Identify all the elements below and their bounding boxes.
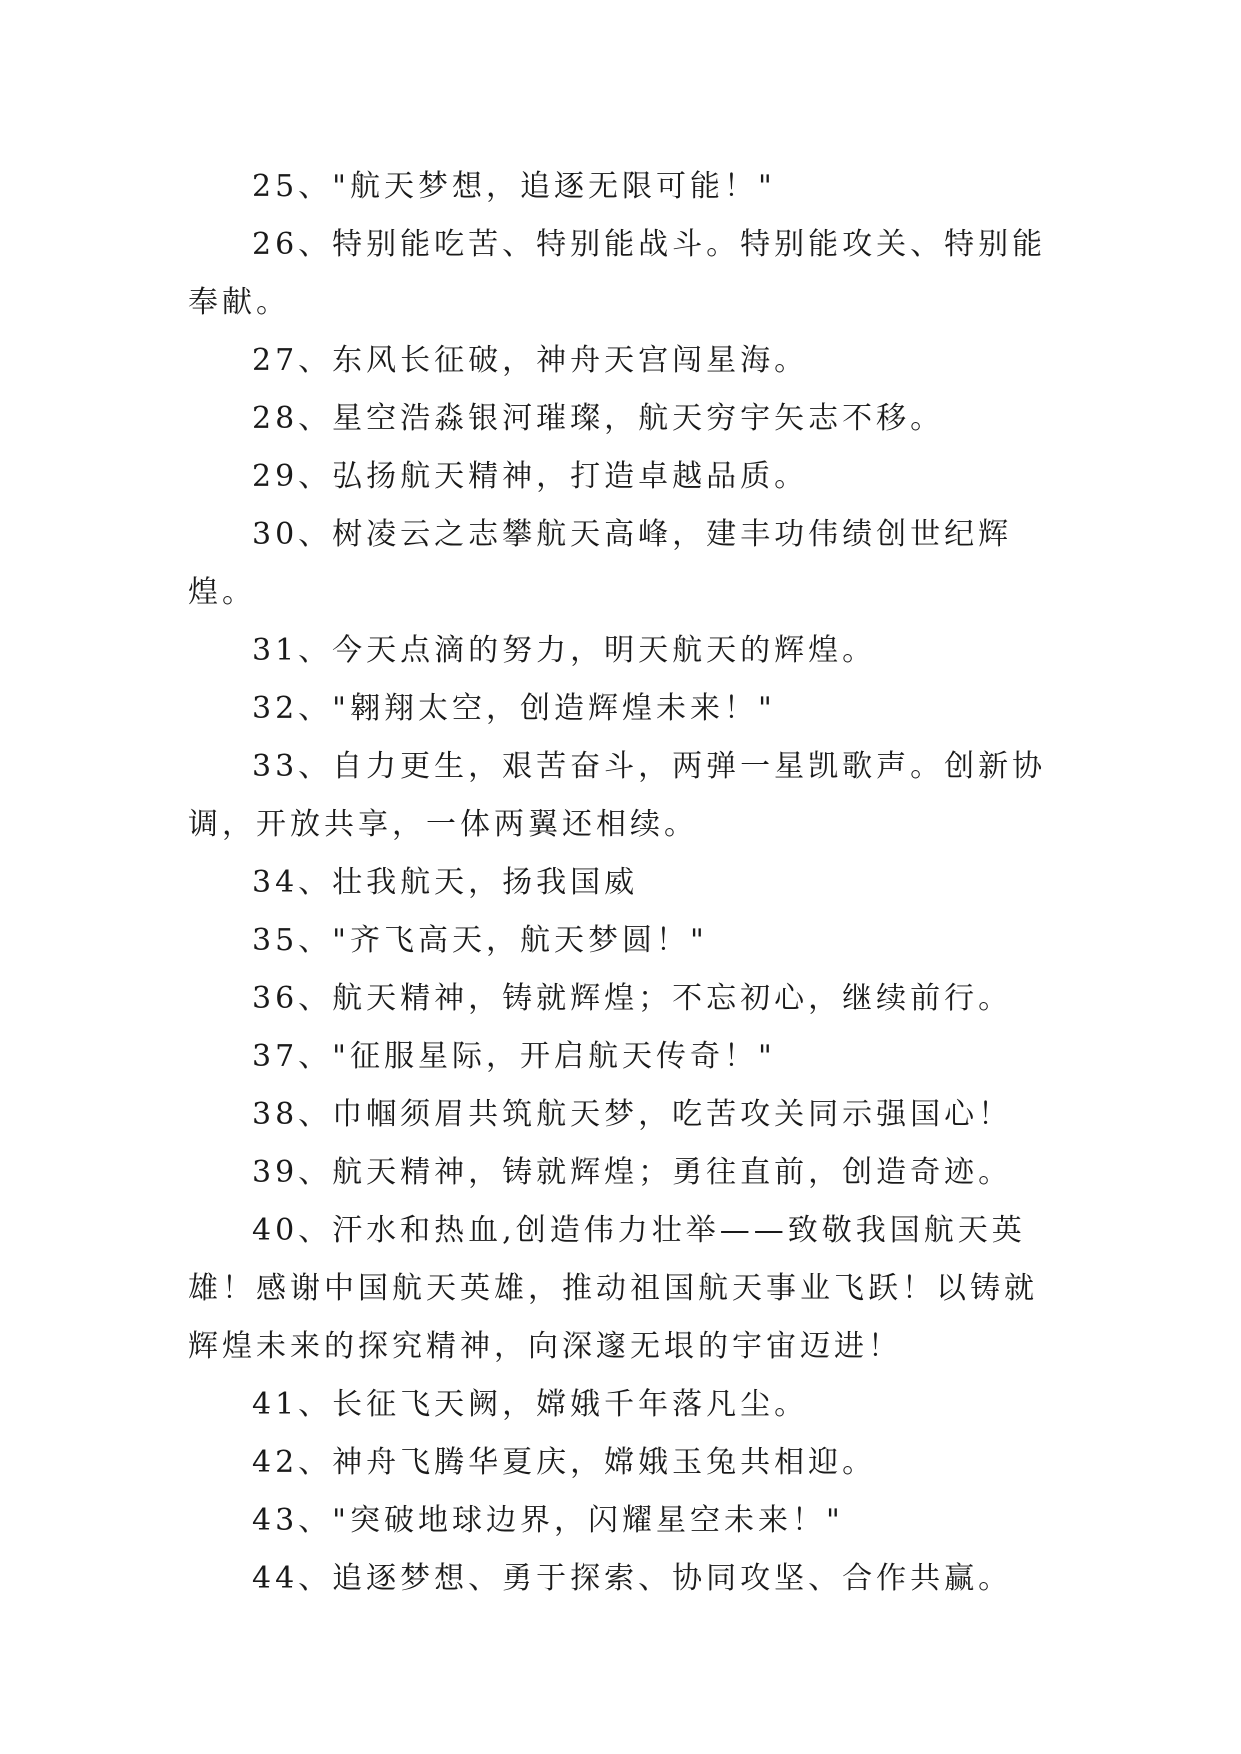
paragraph-25: 25、"航天梦想，追逐无限可能！" (252, 169, 776, 204)
paragraph-26: 26、特别能吃苦、特别能战斗。特别能攻关、特别能奉献。 (188, 227, 1047, 320)
paragraph-32: 32、"翱翔太空，创造辉煌未来！" (252, 691, 776, 726)
document-body (188, 158, 1068, 1608)
paragraph-40: 40、汗水和热血,创造伟力壮举——致敬我国航天英雄！感谢中国航天英雄，推动祖国航天事业飞跃！以铸就辉煌未来的探究精神，向深邃无垠的宇宙迈进！ (188, 1213, 1038, 1364)
paragraph-39: 39、航天精神，铸就辉煌；勇往直前，创造奇迹。 (252, 1155, 1013, 1190)
paragraph-36: 36、航天精神，铸就辉煌；不忘初心，继续前行。 (252, 981, 1013, 1016)
paragraph-44: 44、追逐梦想、勇于探索、协同攻坚、合作共赢。 (252, 1561, 1013, 1596)
paragraph-31: 31、今天点滴的努力，明天航天的辉煌。 (252, 633, 877, 668)
paragraph-30: 30、树凌云之志攀航天高峰，建丰功伟绩创世纪辉煌。 (188, 517, 1013, 610)
paragraph-29: 29、弘扬航天精神，打造卓越品质。 (252, 459, 809, 494)
paragraph-43: 43、"突破地球边界，闪耀星空未来！" (252, 1503, 844, 1538)
paragraph-41: 41、长征飞天阙，嫦娥千年落凡尘。 (252, 1387, 809, 1422)
paragraph-33: 33、自力更生，艰苦奋斗，两弹一星凯歌声。创新协调，开放共享，一体两翼还相续。 (188, 749, 1047, 842)
paragraph-42: 42、神舟飞腾华夏庆，嫦娥玉兔共相迎。 (252, 1445, 877, 1480)
paragraph-34: 34、壮我航天，扬我国威 (252, 865, 639, 900)
paragraph-35: 35、"齐飞高天，航天梦圆！" (252, 923, 708, 958)
paragraph-38: 38、巾帼须眉共筑航天梦，吃苦攻关同示强国心！ (252, 1097, 1013, 1132)
paragraph-27: 27、东风长征破，神舟天宫闯星海。 (252, 343, 809, 378)
paragraph-28: 28、星空浩淼银河璀璨，航天穷宇矢志不移。 (252, 401, 945, 436)
paragraph-37: 37、"征服星际，开启航天传奇！" (252, 1039, 776, 1074)
